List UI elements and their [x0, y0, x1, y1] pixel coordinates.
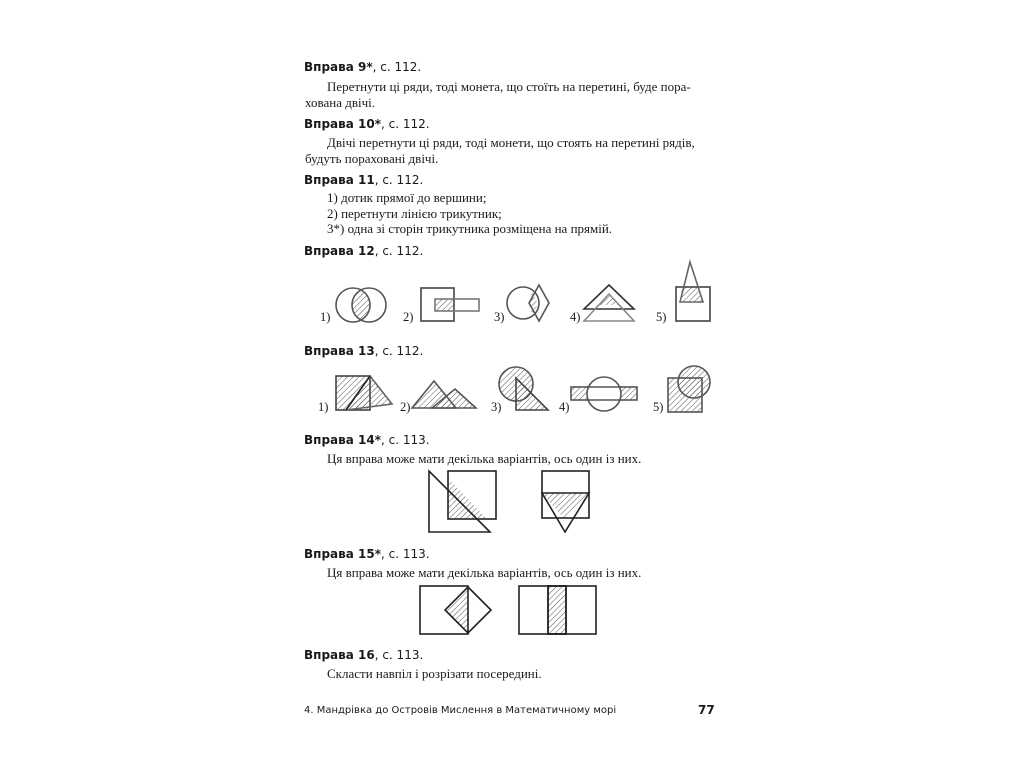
figure-label: 5): [656, 310, 667, 324]
figure-label: 2): [400, 400, 411, 414]
figure-label: 1): [318, 400, 329, 414]
exercise-14-heading: Вправа 14*, с. 113.: [304, 433, 430, 447]
page-number: 77: [698, 703, 715, 717]
exercise-10-heading: Вправа 10*, с. 112.: [304, 117, 430, 131]
exercise-14-text: Ця вправа може мати декілька варіантів, ось один із них.: [327, 451, 642, 466]
figure-rectangles-strip: [519, 586, 596, 634]
exercise-16-text: Скласти навпіл і розрізати посередині.: [327, 666, 542, 681]
exercise-13-heading: Вправа 13, с. 112.: [304, 344, 424, 358]
exercise-15-text: Ця вправа може мати декілька варіантів, ось один із них.: [327, 565, 642, 580]
list-item: 3*) одна зі сторін трикутника розміщена на прямій.: [327, 221, 613, 236]
exercise-9-heading: Вправа 9*, с. 112.: [304, 60, 422, 74]
list-item: 1) дотик прямої до вершини;: [327, 190, 487, 205]
exercise-9-text: Перетнути ці ряди, тоді монета, що стоїть на перетині, буде пора- хована двічі.: [305, 79, 691, 110]
exercise-12-heading: Вправа 12, с. 112.: [304, 244, 424, 258]
exercise-10-text: Двічі перетнути ці ряди, тоді монети, що стоять на перетині рядів, будуть пораховані двічі.: [305, 135, 695, 166]
figure-label: 2): [403, 310, 414, 324]
exercise-16-heading: Вправа 16, с. 113.: [304, 648, 424, 662]
footer-chapter: 4. Мандрівка до Островів Мислення в Математичному морі: [304, 705, 617, 716]
figure-label: 5): [653, 400, 664, 414]
figure-label: 3): [491, 400, 502, 414]
figure-label: 4): [559, 400, 570, 414]
figure-label: 3): [494, 310, 505, 324]
exercise-11-heading: Вправа 11, с. 112.: [304, 173, 424, 187]
exercise-15-heading: Вправа 15*, с. 113.: [304, 547, 430, 561]
figure-square-rhombus: [420, 586, 491, 634]
figure-label: 1): [320, 310, 331, 324]
list-item: 2) перетнути лінією трикутник;: [327, 205, 502, 221]
figure-label: 4): [570, 310, 581, 324]
